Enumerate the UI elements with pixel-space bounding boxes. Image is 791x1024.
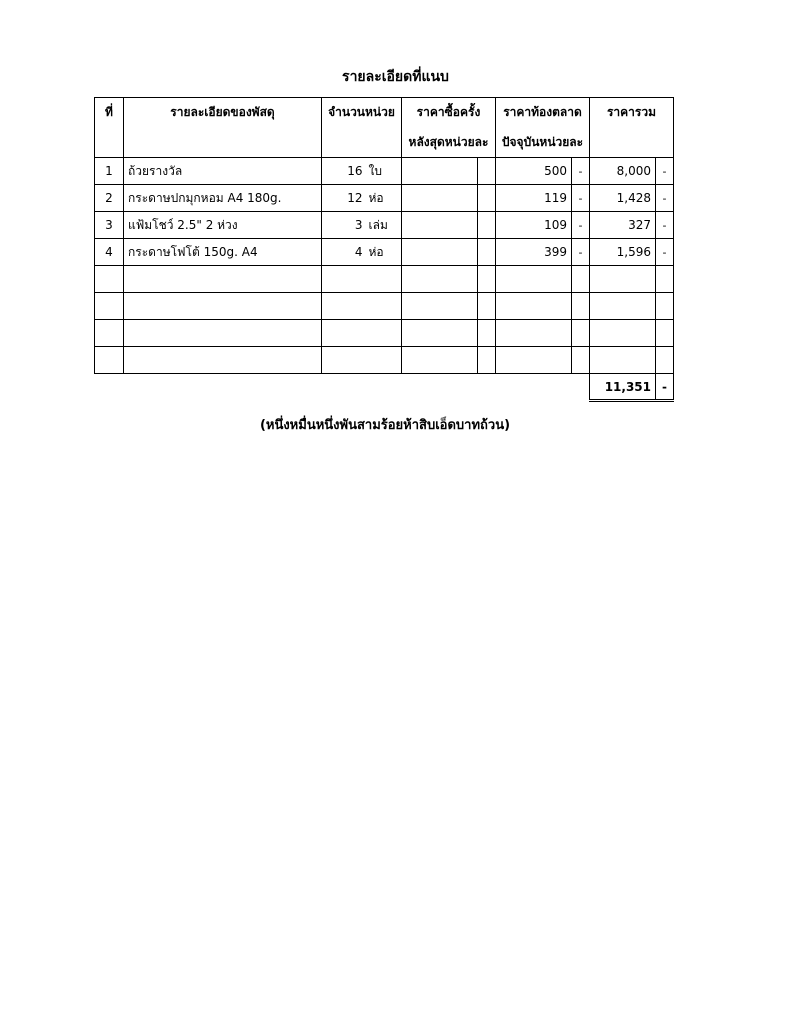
row-total-dec: - bbox=[656, 185, 674, 212]
row-market-price: 500 bbox=[496, 158, 572, 185]
header-last-price-line2: หลังสุดหน่วยละ bbox=[402, 128, 496, 158]
header-quantity: จำนวนหน่วย bbox=[322, 98, 402, 128]
document-title: รายละเอียดที่แนบ bbox=[342, 69, 449, 85]
header-total: ราคารวม bbox=[590, 98, 674, 128]
row-qty: 4 bbox=[322, 239, 366, 266]
empty-row bbox=[95, 293, 674, 320]
amount-in-words: (หนึ่งหมื่นหนึ่งพันสามร้อยห้าสิบเอ็ดบาทถ้วน) bbox=[259, 418, 511, 433]
row-total-dec: - bbox=[656, 239, 674, 266]
row-no: 1 bbox=[95, 158, 124, 185]
row-qty: 16 bbox=[322, 158, 366, 185]
row-last-price bbox=[402, 185, 478, 212]
table-row bbox=[95, 185, 674, 212]
header-market-price-line2: ปัจจุบันหน่วยละ bbox=[496, 128, 590, 158]
header-description-cont bbox=[124, 128, 322, 158]
grand-total: 11,351 bbox=[590, 374, 656, 401]
row-market-price-dec: - bbox=[572, 212, 590, 239]
row-total: 327 bbox=[590, 212, 656, 239]
row-unit: ห่อ bbox=[366, 185, 402, 212]
row-market-price: 399 bbox=[496, 239, 572, 266]
row-description: กระดาษปกมุกหอม A4 180g. bbox=[124, 185, 322, 212]
row-last-price-dec bbox=[478, 239, 496, 266]
empty-row bbox=[95, 320, 674, 347]
header-description: รายละเอียดของพัสดุ bbox=[124, 98, 322, 128]
row-description: กระดาษโฟโต้ 150g. A4 bbox=[124, 239, 322, 266]
header-no: ที่ bbox=[95, 98, 124, 128]
header-quantity-cont bbox=[322, 128, 402, 158]
grand-total-dec: - bbox=[656, 374, 674, 401]
row-no: 4 bbox=[95, 239, 124, 266]
row-unit: เล่ม bbox=[366, 212, 402, 239]
items-table bbox=[94, 97, 674, 402]
row-market-price-dec: - bbox=[572, 239, 590, 266]
row-qty: 3 bbox=[322, 212, 366, 239]
row-no: 2 bbox=[95, 185, 124, 212]
row-last-price-dec bbox=[478, 158, 496, 185]
header-row-1 bbox=[95, 98, 674, 128]
total-row bbox=[95, 374, 674, 401]
row-total-dec: - bbox=[656, 158, 674, 185]
header-last-price-line1: ราคาซื้อครั้ง bbox=[402, 98, 496, 128]
row-market-price: 109 bbox=[496, 212, 572, 239]
header-total-cont bbox=[590, 128, 674, 158]
row-total: 1,596 bbox=[590, 239, 656, 266]
row-market-price-dec: - bbox=[572, 185, 590, 212]
row-unit: ห่อ bbox=[366, 239, 402, 266]
header-market-price-line1: ราคาท้องตลาด bbox=[496, 98, 590, 128]
row-unit: ใบ bbox=[366, 158, 402, 185]
header-no-cont bbox=[95, 128, 124, 158]
row-description: แฟ้มโชว์ 2.5" 2 ห่วง bbox=[124, 212, 322, 239]
empty-row bbox=[95, 266, 674, 293]
table-row bbox=[95, 239, 674, 266]
row-total: 8,000 bbox=[590, 158, 656, 185]
row-total-dec: - bbox=[656, 212, 674, 239]
row-total: 1,428 bbox=[590, 185, 656, 212]
row-last-price-dec bbox=[478, 212, 496, 239]
row-last-price bbox=[402, 239, 478, 266]
header-row-2 bbox=[95, 128, 674, 158]
table-row bbox=[95, 212, 674, 239]
row-market-price-dec: - bbox=[572, 158, 590, 185]
row-qty: 12 bbox=[322, 185, 366, 212]
empty-row bbox=[95, 347, 674, 374]
row-last-price-dec bbox=[478, 185, 496, 212]
row-no: 3 bbox=[95, 212, 124, 239]
row-last-price bbox=[402, 212, 478, 239]
row-market-price: 119 bbox=[496, 185, 572, 212]
row-last-price bbox=[402, 158, 478, 185]
table-row bbox=[95, 158, 674, 185]
row-description: ถ้วยรางวัล bbox=[124, 158, 322, 185]
